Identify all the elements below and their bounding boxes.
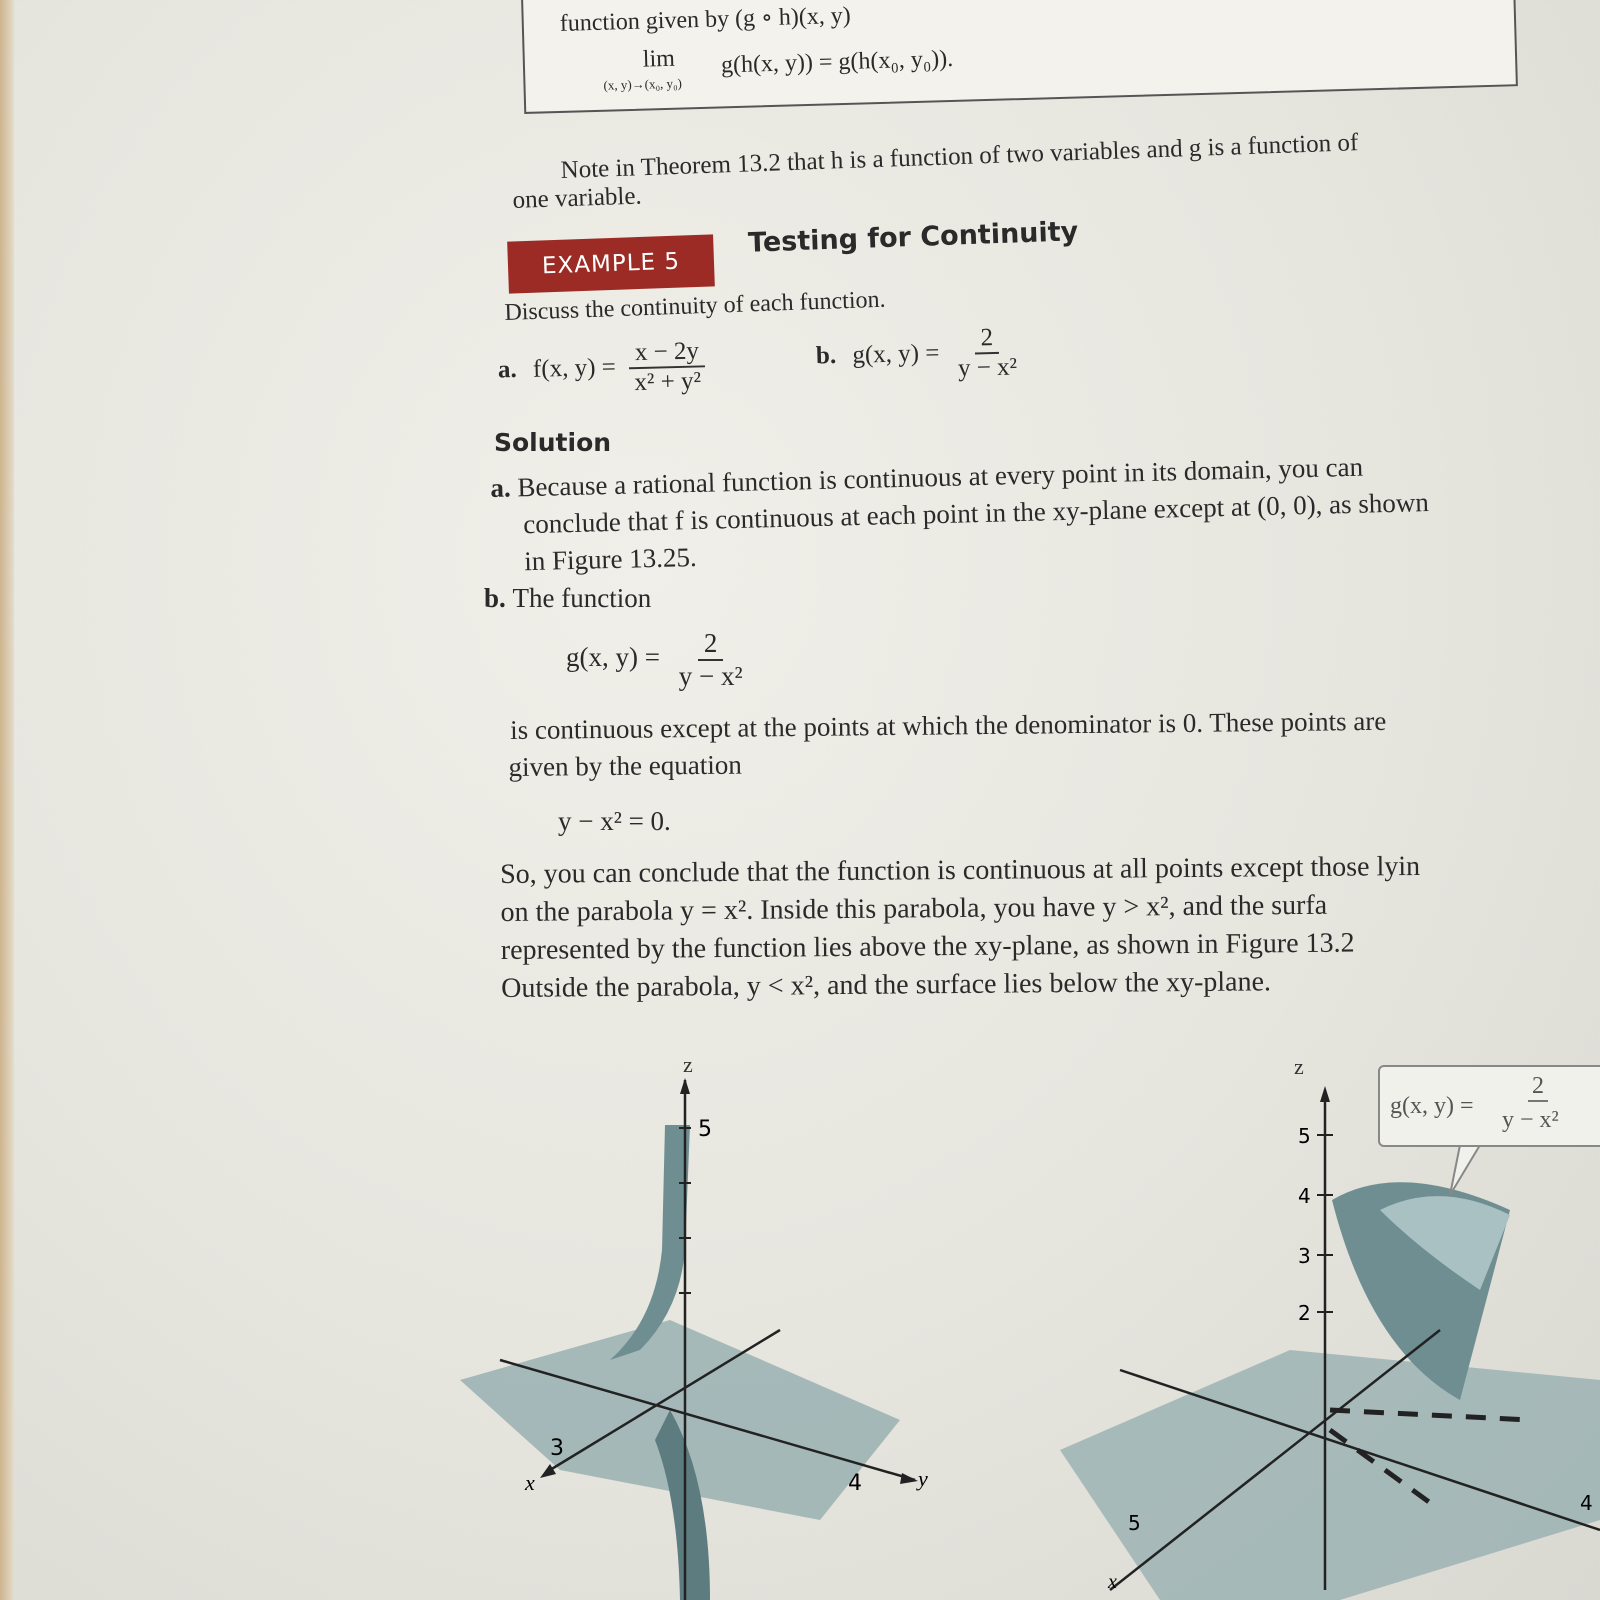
solution-b-text bbox=[510, 703, 1387, 786]
figure-surface-f bbox=[440, 1050, 960, 1600]
example-prompt: Discuss the continuity of each function. bbox=[504, 286, 886, 326]
part-b-label: b. bbox=[815, 341, 837, 370]
page-spine-edge bbox=[0, 0, 14, 1600]
z-arrow bbox=[1320, 1086, 1330, 1102]
left-x-tick-label: 3 bbox=[550, 1436, 564, 1461]
solution-b-eq-fraction bbox=[673, 628, 749, 692]
example-badge: EXAMPLE 5 bbox=[507, 234, 715, 293]
right-z-tick-2: 2 bbox=[1298, 1301, 1311, 1325]
solution-b-line-3: given by the equation bbox=[508, 749, 742, 783]
note-line-2: one variable. bbox=[512, 182, 643, 214]
part-a-label: a. bbox=[497, 355, 518, 384]
solution-heading: Solution bbox=[494, 428, 612, 457]
left-z-tick-label: 5 bbox=[698, 1117, 712, 1142]
right-z-tick-4: 4 bbox=[1298, 1184, 1311, 1208]
callout-numerator: 2 bbox=[1528, 1073, 1548, 1102]
part-a-lhs: f(x, y) = bbox=[532, 353, 617, 383]
solution-conclusion bbox=[500, 848, 1421, 1008]
right-y-tick-label: 4 bbox=[1580, 1491, 1593, 1515]
limit-expression: g(h(x, y)) = g(h(x₀, y₀)). bbox=[720, 45, 954, 79]
right-z-tick-3: 3 bbox=[1298, 1244, 1311, 1268]
left-y-label: y bbox=[918, 1466, 928, 1491]
solution-b-eq-lhs: g(x, y) = bbox=[566, 642, 660, 673]
z-arrow bbox=[680, 1078, 690, 1094]
part-a-fraction bbox=[627, 337, 707, 397]
limit-word: lim bbox=[642, 45, 676, 73]
example-part-a bbox=[497, 337, 707, 400]
surface-sheet bbox=[1060, 1350, 1600, 1600]
callout-denominator: y − x² bbox=[1502, 1107, 1559, 1133]
callout-pointer bbox=[1450, 1145, 1480, 1195]
left-x-label: x bbox=[525, 1470, 535, 1495]
solution-part-a bbox=[490, 447, 1430, 581]
part-b-numerator: 2 bbox=[974, 324, 999, 355]
solution-a-line-3: in Figure 13.25. bbox=[523, 541, 698, 577]
solution-a-line-2: conclude that f is continuous at each point in the xy-plane except at (0, 0), as shown bbox=[522, 487, 1430, 540]
part-a-numerator: x − 2y bbox=[629, 337, 706, 369]
solution-b-label: b. bbox=[484, 583, 506, 613]
conclusion-line-2: on the parabola y = x². Inside this parabola, you have y > x², and the surfa bbox=[500, 889, 1328, 928]
conclusion-line-3: represented by the function lies above the xy-plane, as shown in Figure 13.2 bbox=[500, 927, 1355, 966]
part-b-lhs: g(x, y) = bbox=[852, 339, 940, 369]
limit-subscript: (x, y)→(x₀, y₀) bbox=[603, 75, 683, 93]
part-b-denominator: y − x² bbox=[957, 353, 1018, 382]
right-z-tick-5: 5 bbox=[1298, 1124, 1311, 1148]
conclusion-line-1: So, you can conclude that the function is continuous at all points except those lyin bbox=[500, 850, 1421, 890]
solution-a-label: a. bbox=[490, 472, 512, 503]
theorem-box bbox=[520, 0, 1518, 114]
y-arrow bbox=[900, 1473, 918, 1484]
note-line-1: Note in Theorem 13.2 that h is a function of two variables and g is a function of bbox=[560, 129, 1359, 184]
part-b-fraction bbox=[951, 323, 1024, 383]
solution-b-line-2: is continuous except at the points at which the denominator is 0. These points are bbox=[510, 705, 1387, 745]
solution-b-eq-numerator: 2 bbox=[698, 628, 724, 661]
right-z-label: z bbox=[1294, 1054, 1304, 1079]
example-title: Testing for Continuity bbox=[747, 216, 1079, 259]
solution-b-eq-denominator: y − x² bbox=[678, 661, 743, 691]
part-a-denominator: x² + y² bbox=[634, 367, 702, 397]
left-y-tick-label: 4 bbox=[848, 1471, 862, 1496]
theorem-line: function given by (g ∘ h)(x, y) bbox=[559, 2, 852, 37]
conclusion-line-4: Outside the parabola, y < x², and the surface lies below the xy-plane. bbox=[501, 966, 1272, 1004]
solution-b-equation-2: y − x² = 0. bbox=[558, 806, 671, 836]
solution-b-line-1: The function bbox=[512, 583, 652, 613]
left-z-label: z bbox=[683, 1052, 693, 1077]
right-x-tick-label: 5 bbox=[1128, 1511, 1141, 1535]
solution-a-line-1: Because a rational function is continuous at every point in its domain, you can bbox=[517, 451, 1364, 503]
x-arrow bbox=[540, 1464, 556, 1478]
solution-part-b bbox=[484, 580, 651, 617]
callout-lhs: g(x, y) = bbox=[1390, 1093, 1474, 1119]
solution-b-equation bbox=[566, 628, 749, 692]
function-callout bbox=[1378, 1065, 1600, 1147]
right-x-label: x bbox=[1108, 1571, 1117, 1593]
example-part-b bbox=[815, 323, 1023, 386]
